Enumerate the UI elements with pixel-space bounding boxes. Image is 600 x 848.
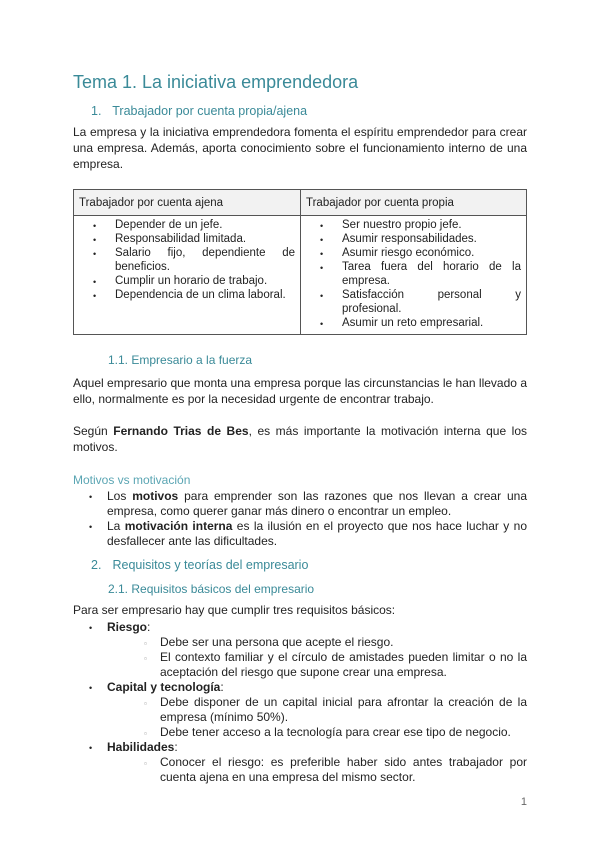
section-2-1-intro: Para ser empresario hay que cumplir tres requisitos básicos: <box>73 603 396 617</box>
list-item: • Satisfacción personal y profesional. <box>342 288 521 316</box>
list-item-capital: • Capital y tecnología: ▫ Debe disponer de un capital inicial para afrontar la creación de la empresa (mínimo 50%). ▫ Debe tener acceso a la tecnología para crear ese tipo de negocio. <box>90 680 527 740</box>
section-1-1-heading: 1.1. Empresario a la fuerza <box>108 353 253 367</box>
section-1-intro: La empresa y la iniciativa emprendedora fomenta el espíritu emprendedor para crear una empresa. Además, aporta conocimiento sobre el funcionamiento interno de una empresa. <box>73 125 527 171</box>
worker-comparison-table <box>73 189 527 335</box>
section-1-1-para2: Según Fernando Trias de Bes, es más importante la motivación interna que los motivos. <box>73 424 527 454</box>
section-2-1-heading: 2.1. Requisitos básicos del empresario <box>108 582 315 596</box>
list-item-habilidades: • Habilidades: ▫ Conocer el riesgo: es preferible haber sido antes trabajador por cuenta ajena en una empresa del mismo sector. <box>90 740 527 785</box>
list-item: • Asumir un reto empresarial. <box>342 316 521 330</box>
motivos-list <box>90 489 527 549</box>
list-item: • Depender de un jefe. <box>115 218 295 232</box>
sub-item: ▫ Debe tener acceso a la tecnología para crear ese tipo de negocio. <box>160 725 527 740</box>
list-item: • Dependencia de un clima laboral. <box>115 288 295 302</box>
author-name: Fernando Trias de Bes <box>113 424 249 438</box>
table-header-ajena: Trabajador por cuenta ajena <box>74 190 301 216</box>
sub-item: ▫ Debe ser una persona que acepte el riesgo. <box>160 635 527 650</box>
list-item: • Los motivos para emprender son las razones que nos llevan a crear una empresa, como querer ganar más dinero o encontrar un empleo. <box>90 489 527 519</box>
list-item: • Tarea fuera del horario de la empresa. <box>342 260 521 288</box>
page-number: 1 <box>520 796 527 808</box>
section-2-number: 2. <box>91 558 102 572</box>
list-item: • Responsabilidad limitada. <box>115 232 295 246</box>
list-item-riesgo: • Riesgo: ▫ Debe ser una persona que acepte el riesgo. ▫ El contexto familiar y el círculo de amistades pueden limitar o no la aceptación del riesgo que supone crear una empresa. <box>90 620 527 680</box>
list-item: • Ser nuestro propio jefe. <box>342 218 521 232</box>
table-header-propia: Trabajador por cuenta propia <box>301 190 527 216</box>
sub-item: ▫ Conocer el riesgo: es preferible haber sido antes trabajador por cuenta ajena en una empresa del mismo sector. <box>160 755 527 785</box>
table-cell-propia <box>301 216 527 335</box>
list-item: • La motivación interna es la ilusión en el proyecto que nos hace luchar y no desfallecer ante las dificultades. <box>90 519 527 549</box>
list-item: • Cumplir un horario de trabajo. <box>115 274 295 288</box>
sub-item: ▫ Debe disponer de un capital inicial para afrontar la creación de la empresa (mínimo 50%). <box>160 695 527 725</box>
motivos-heading: Motivos vs motivación <box>73 473 191 487</box>
section-1-1-para1: Aquel empresario que monta una empresa porque las circunstancias le han llevado a ello, normalmente es por la necesidad urgente de encontrar trabajo. <box>73 376 527 406</box>
section-1-number: 1. <box>91 104 102 118</box>
table-cell-ajena <box>74 216 301 335</box>
page-title: Tema 1. La iniciativa emprendedora <box>73 72 359 92</box>
list-item: • Asumir riesgo económico. <box>342 246 521 260</box>
requisitos-list <box>90 620 527 785</box>
list-item: • Asumir responsabilidades. <box>342 232 521 246</box>
section-1-heading <box>91 104 307 118</box>
section-1-title: Trabajador por cuenta propia/ajena <box>112 104 308 118</box>
section-2-title: Requisitos y teorías del empresario <box>112 558 309 572</box>
sub-item: ▫ El contexto familiar y el círculo de amistades pueden limitar o no la aceptación del riesgo que supone crear una empresa. <box>160 650 527 680</box>
section-2-heading <box>91 558 308 572</box>
list-item: • Salario fijo, dependiente de beneficios. <box>115 246 295 274</box>
